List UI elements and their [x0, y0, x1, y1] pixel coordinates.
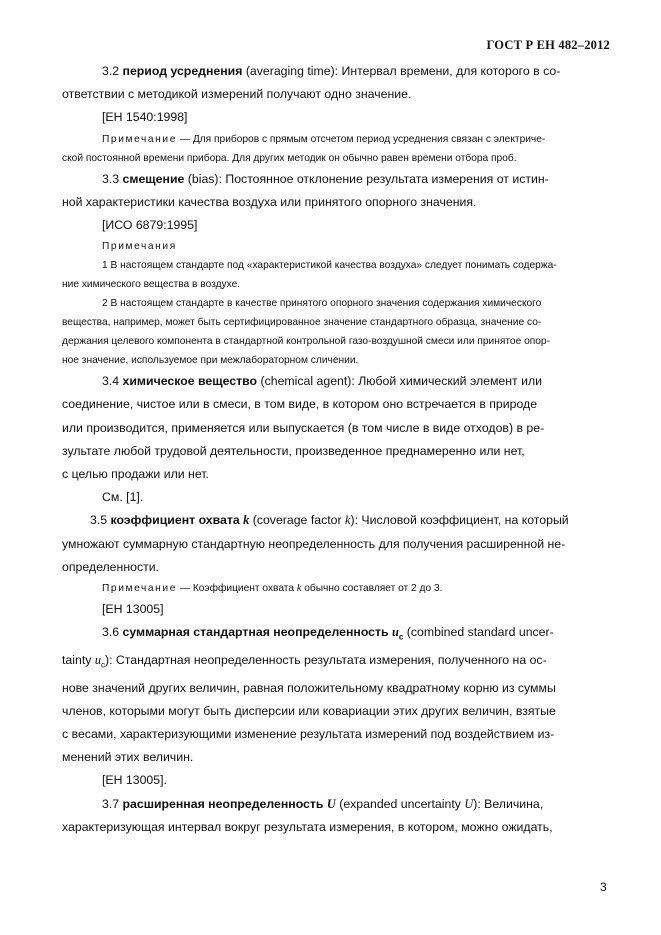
note-text-cont: ской постоянной времени прибора. Для других методик он обычно равен времени отбора проб.	[62, 152, 517, 164]
term-definition: ): Стандартная неопределенность результата измерения, полученного на ос-	[104, 652, 547, 667]
term-definition-cont: менений этих величин.	[62, 750, 194, 765]
term-definition-cont: зультате любой трудовой деятельности, произведенное преднамеренно или нет,	[62, 443, 525, 458]
note-2-cont: держания целевого компонента в стандартной контрольной газо-воздушной смеси или принятое опор-	[62, 336, 550, 348]
term-definition-cont: ной характеристики качества воздуха или принятого опорного значения.	[62, 194, 477, 209]
note-2-cont: ное значение, используемое при межлабораторном сличении.	[62, 355, 359, 367]
term-definition: (averaging time): Интервал времени, для которого в со-	[245, 64, 561, 78]
term-name: химическое вещество	[122, 374, 258, 389]
note-label: Примечание	[102, 133, 177, 145]
term-definition: tainty	[62, 652, 92, 667]
term-number: 3.5	[90, 513, 108, 528]
note-2-cont: вещества, например, может быть сертифицированное значение стандартного образца, значение со-	[62, 317, 542, 329]
reference: [ИСО 6879:1995]	[102, 218, 198, 233]
note	[62, 130, 606, 149]
term-definition-cont: с целью продажи или нет.	[62, 467, 209, 482]
term-definition-cont	[62, 649, 606, 677]
term-name: суммарная стандартная неопределенность	[122, 625, 389, 640]
reference: [ЕН 13005].	[102, 773, 167, 788]
note-label: Примечание	[102, 583, 177, 595]
term-definition-cont: членов, которыми могут быть дисперсии или ковариации этих других величин, взятые	[62, 703, 556, 718]
term-definition-cont: или производится, применяется или выпускается (в том числе в виде отходов) в ре-	[62, 420, 545, 435]
term-definition: (chemical agent): Любой химический элемент или	[260, 374, 543, 389]
term-number: 3.7	[102, 796, 120, 811]
reference: См. [1].	[102, 490, 144, 505]
term-name: расширенная неопределенность	[122, 796, 324, 811]
term-definition-cont: ответствии с методикой измерений получают одно значение.	[62, 87, 412, 102]
term-number: 3.3	[102, 171, 120, 186]
term-definition-cont: определенности.	[62, 559, 160, 574]
symbol-k: k	[345, 513, 351, 528]
term-definition-cont: умножают суммарную стандартную неопределенность для получения расширенной не-	[62, 536, 566, 551]
note-text: — Для приборов с прямым отсчетом период усреднения связан с электриче-	[179, 133, 546, 145]
symbol-subscript: c	[100, 660, 105, 670]
document-header: ГОСТ Р ЕН 482–2012	[486, 38, 610, 52]
term-3-3	[62, 168, 606, 191]
term-definition-cont: характеризующая интервал вокруг результата измерения, в котором, можно ожидать,	[62, 819, 553, 834]
term-3-2	[62, 60, 606, 83]
term-3-7	[62, 793, 606, 816]
note	[62, 579, 606, 598]
term-name: период усреднения	[122, 64, 243, 78]
symbol-subscript: c	[398, 632, 404, 642]
term-number: 3.2	[102, 64, 120, 78]
reference: [ЕН 1540:1998]	[102, 110, 188, 125]
term-definition: (combined standard uncer-	[406, 625, 554, 640]
term-definition-cont: с весами, характеризующими изменение результата измерений под воздействием из-	[62, 726, 555, 741]
note-1: 1 В настоящем стандарте под «характеристикой качества воздуха» следует понимать содержа-	[102, 260, 557, 272]
term-number: 3.4	[102, 374, 120, 389]
note-2: 2 В настоящем стандарте в качестве принятого опорного значения содержания химического	[102, 298, 542, 310]
term-3-6	[62, 621, 606, 649]
page-body	[62, 60, 606, 839]
term-definition: (expanded uncertainty	[339, 796, 461, 811]
reference: [ЕН 13005]	[102, 602, 164, 617]
symbol-U: U	[464, 796, 474, 811]
symbol-k: k	[296, 583, 302, 595]
note-text: обычно составляет от 2 до 3.	[304, 583, 443, 595]
term-definition: ): Величина,	[473, 796, 544, 811]
symbol-k: k	[243, 513, 250, 528]
term-definition-cont: нове значений других величин, равная положительному квадратному корню из суммы	[62, 680, 556, 695]
term-definition: (bias): Постоянное отклонение результата измерения от истин-	[187, 171, 549, 186]
term-number: 3.6	[102, 625, 120, 640]
term-definition: ): Числовой коэффициент, на который	[350, 513, 569, 528]
term-definition: (coverage factor	[252, 513, 342, 528]
symbol-U: U	[326, 796, 336, 811]
term-3-5	[62, 509, 606, 532]
note-text: — Коэффициент охвата	[179, 583, 294, 595]
term-definition-cont: соединение, чистое или в смеси, в том виде, в котором оно встречается в природе	[62, 397, 538, 412]
note-1-cont: ние химического вещества в воздухе.	[62, 279, 241, 291]
term-3-4	[62, 370, 606, 393]
symbol-u: u	[94, 652, 101, 667]
symbol-u: u	[392, 625, 399, 640]
term-name: смещение	[122, 171, 185, 186]
term-name: коэффициент охвата	[110, 513, 240, 528]
page-number: 3	[600, 880, 607, 894]
notes-label: Примечания	[102, 241, 177, 253]
